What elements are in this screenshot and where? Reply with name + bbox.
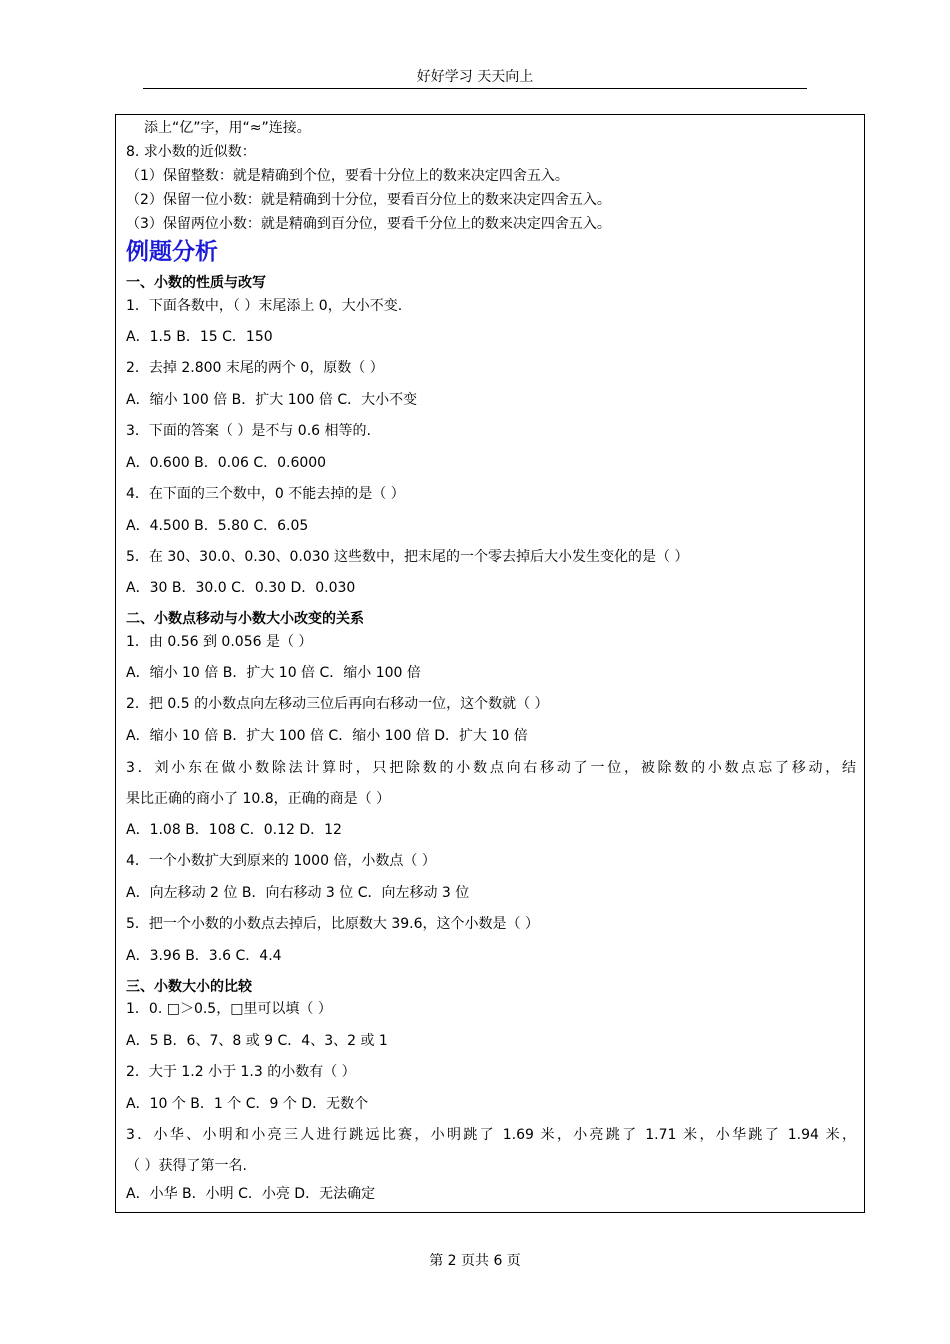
- question: 1．下面各数中，（ ）末尾添上 0，大小不变.: [126, 298, 403, 314]
- section-title: 例题分析: [126, 239, 218, 265]
- answer-options: A．3.96 B．3.6 C．4.4: [126, 948, 282, 964]
- intro-line: 添上“亿”字，用“≈”连接。: [144, 120, 311, 136]
- intro-line: （2）保留一位小数：就是精确到十分位，要看百分位上的数来决定四舍五入。: [126, 192, 611, 208]
- question: 3．刘小东在做小数除法计算时，只把除数的小数点向右移动了一位，被除数的小数点忘了移动，结: [126, 760, 856, 776]
- page-header: 好好学习 天天向上: [416, 69, 534, 85]
- intro-line: 8. 求小数的近似数：: [126, 144, 256, 160]
- answer-options: A．小华 B．小明 C．小亮 D．无法确定: [126, 1186, 376, 1202]
- answer-options: A．5 B．6、7、8 或 9 C．4、3、2 或 1: [126, 1033, 388, 1049]
- header-rule: [143, 88, 807, 89]
- intro-line: （3）保留两位小数：就是精确到百分位，要看千分位上的数来决定四舍五入。: [126, 216, 611, 232]
- answer-options: A．0.600 B．0.06 C．0.6000: [126, 455, 327, 471]
- answer-options: A．1.08 B．108 C．0.12 D．12: [126, 822, 342, 838]
- question: 5．把一个小数的小数点去掉后，比原数大 39.6，这个小数是（ ）: [126, 916, 539, 932]
- question: 5．在 30、30.0、0.30、0.030 这些数中，把末尾的一个零去掉后大小发生变化的是（ ）: [126, 549, 689, 565]
- content-box: [115, 114, 865, 1213]
- question: 3．小华、小明和小亮三人进行跳远比赛，小明跳了 1.69 米，小亮跳了 1.71 米，小华跳了 1.94 米，: [126, 1127, 856, 1143]
- question: 4．在下面的三个数中，0 不能去掉的是（ ）: [126, 486, 405, 502]
- answer-options: A．10 个 B．1 个 C．9 个 D．无数个: [126, 1096, 369, 1112]
- answer-options: A．4.500 B．5.80 C．6.05: [126, 518, 309, 534]
- section-heading: 二、小数点移动与小数大小改变的关系: [126, 611, 364, 627]
- answer-options: A．缩小 10 倍 B．扩大 100 倍 C．缩小 100 倍 D．扩大 10 倍: [126, 728, 528, 744]
- question: 2．去掉 2.800 末尾的两个 0，原数（ ）: [126, 360, 384, 376]
- question: 4．一个小数扩大到原来的 1000 倍，小数点（ ）: [126, 853, 436, 869]
- page-footer: 第 2 页共 6 页: [429, 1253, 521, 1269]
- question-continued: 果比正确的商小了 10.8，正确的商是（ ）: [126, 791, 391, 807]
- question: 3．下面的答案（ ）是不与 0.6 相等的.: [126, 423, 371, 439]
- answer-options: A．向左移动 2 位 B．向右移动 3 位 C．向左移动 3 位: [126, 885, 470, 901]
- question: 1．0. □＞0.5，□里可以填（ ）: [126, 1001, 332, 1017]
- answer-options: A．30 B．30.0 C．0.30 D．0.030: [126, 580, 356, 596]
- section-heading: 一、小数的性质与改写: [126, 275, 266, 291]
- question: 1．由 0.56 到 0.056 是（ ）: [126, 634, 313, 650]
- answer-options: A．缩小 10 倍 B．扩大 10 倍 C．缩小 100 倍: [126, 665, 421, 681]
- answer-options: A．1.5 B．15 C．150: [126, 329, 273, 345]
- section-heading: 三、小数大小的比较: [126, 979, 252, 995]
- question-continued: （ ）获得了第一名.: [126, 1158, 247, 1174]
- question: 2．把 0.5 的小数点向左移动三位后再向右移动一位，这个数就（ ）: [126, 696, 549, 712]
- question: 2．大于 1.2 小于 1.3 的小数有（ ）: [126, 1064, 356, 1080]
- intro-line: （1）保留整数：就是精确到个位，要看十分位上的数来决定四舍五入。: [126, 168, 569, 184]
- answer-options: A．缩小 100 倍 B．扩大 100 倍 C．大小不变: [126, 392, 418, 408]
